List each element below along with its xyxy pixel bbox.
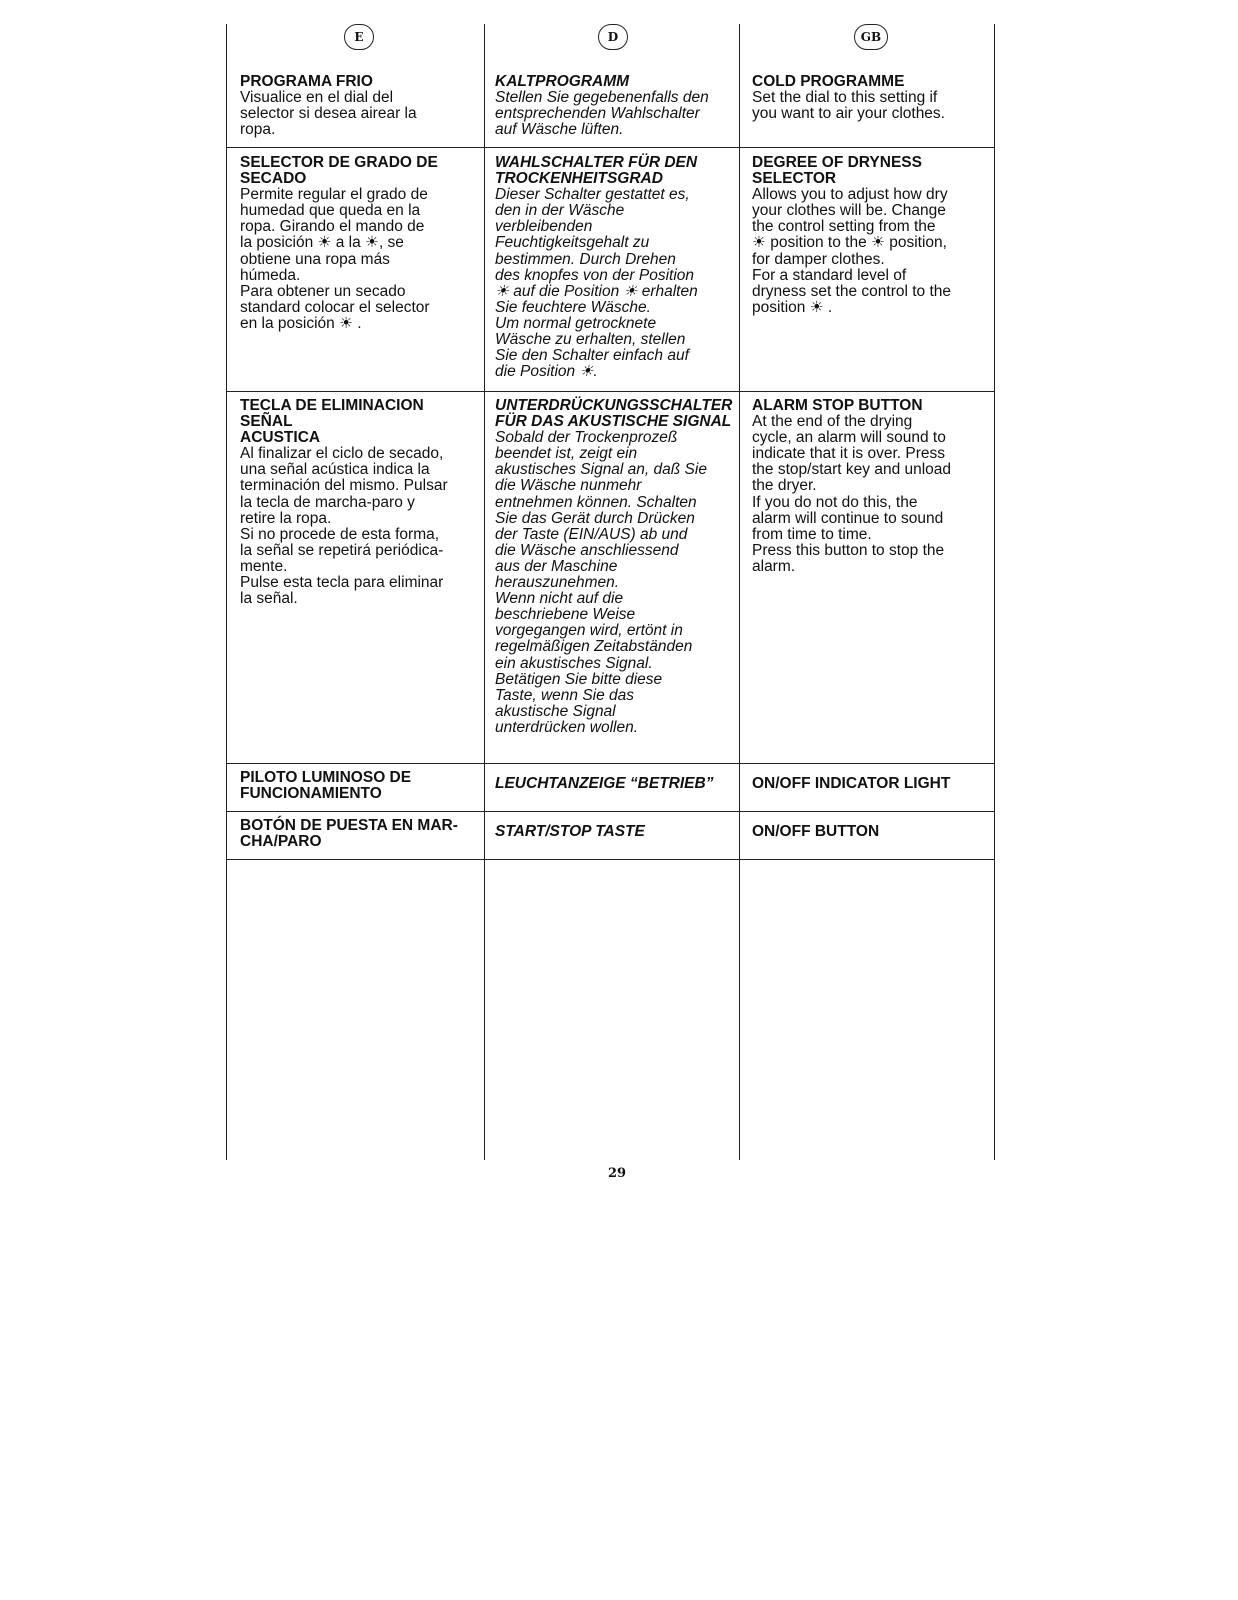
section-heading: PROGRAMA FRIO (240, 73, 373, 90)
section-heading: TECLA DE ELIMINACION SEÑAL ACUSTICA (240, 397, 424, 447)
section-text: At the end of the drying cycle, an alarm will sound to indicate that it is over. Press the stop/start key and unload the dryer. If you do not do this, the alarm will continue to sound from time to time. Press this button to stop the alarm. (752, 413, 952, 575)
section-heading: ALARM STOP BUTTON (752, 397, 923, 414)
section-text: Sobald der Trockenprozeß beendet ist, zeigt ein akustisches Signal an, daß Sie die Wäsche nunmehr entnehmen können. Schalten Sie das Gerät durch Drücken der Taste (EIN/AUS) ab und die Wäsche anschliessend aus der Maschine herauszunehmen. Wenn nicht auf die beschriebene Weise vorgegangen wird, ertönt in regelmäßigen Zeitabständen ein akustisches Signal. Betätigen Sie bitte diese Taste, wenn Sie das akustische Signal unterdrücken wollen. (495, 429, 707, 736)
cell-es-on-off-button (240, 818, 480, 850)
cell-de-dryness-selector (495, 155, 733, 380)
section-heading: PILOTO LUMINOSO DE FUNCIONAMIENTO (240, 769, 412, 803)
row-rule-3 (227, 763, 994, 764)
section-text: Set the dial to this setting if you want to air your clothes. (752, 89, 945, 123)
cell-gb-alarm-stop (752, 398, 992, 575)
row-rule-4 (227, 811, 994, 812)
cell-es-indicator-light (240, 770, 480, 802)
column-rule-left (226, 24, 227, 1160)
section-text: Visualice en el dial del selector si desea airear la ropa. (240, 89, 417, 139)
cell-gb-cold-programme (752, 74, 992, 122)
section-heading: SELECTOR DE GRADO DE SECADO (240, 154, 438, 188)
cell-es-cold-programme (240, 74, 480, 138)
section-heading: LEUCHTANZEIGE “BETRIEB” (495, 775, 714, 792)
cell-gb-on-off-button (752, 818, 992, 840)
cell-es-dryness-selector (240, 155, 480, 332)
section-heading: WAHLSCHALTER FÜR DEN TROCKENHEITSGRAD (495, 154, 698, 188)
section-text: Stellen Sie gegebenenfalls den entsprechenden Wahlschalter auf Wäsche lüften. (495, 89, 709, 139)
language-marker-german: D (598, 24, 628, 50)
column-rule-2 (739, 24, 740, 1160)
page-number: 29 (607, 1166, 627, 1181)
section-heading: KALTPROGRAMM (495, 73, 630, 90)
section-text: Al finalizar el ciclo de secado, una señal acústica indica la terminación del mismo. Pulsar la tecla de marcha-paro y retire la ropa. Si no procede de esta forma, la señal se repetirá periódica- mente. Pulse esta tecla para eliminar la señal. (240, 445, 448, 608)
cell-de-alarm-stop (495, 398, 733, 736)
column-rule-1 (484, 24, 485, 1160)
column-rule-right (994, 24, 995, 1160)
section-heading: UNTERDRÜCKUNGSSCHALTER FÜR DAS AKUSTISCHE SIGNAL (495, 397, 733, 431)
cell-gb-indicator-light (752, 770, 992, 792)
language-marker-english: GB (854, 24, 888, 50)
section-text: Allows you to adjust how dry your clothes will be. Change the control setting from the ☀ position to the ☀ position, for damper clothes. For a standard level of dryness set the control to the position ☀ . (752, 186, 952, 316)
row-rule-1 (227, 147, 994, 148)
section-heading: DEGREE OF DRYNESS SELECTOR (752, 154, 922, 188)
section-text: Permite regular el grado de humedad que queda en la ropa. Girando el mando de la posición ☀ a la ☀, se obtiene una ropa más húmeda. Para obtener un secado standard colocar el selector en la posición ☀ . (240, 186, 430, 332)
row-rule-5 (227, 859, 994, 860)
section-heading: COLD PROGRAMME (752, 73, 905, 90)
cell-de-cold-programme (495, 74, 733, 138)
cell-es-alarm-stop (240, 398, 480, 607)
section-heading: ON/OFF BUTTON (752, 823, 880, 840)
cell-de-indicator-light (495, 770, 733, 792)
section-heading: BOTÓN DE PUESTA EN MAR- CHA/PARO (240, 817, 458, 851)
language-marker-spanish: E (344, 24, 374, 50)
cell-de-on-off-button (495, 818, 733, 840)
section-heading: START/STOP TASTE (495, 823, 645, 840)
section-heading: ON/OFF INDICATOR LIGHT (752, 775, 951, 792)
section-text: Dieser Schalter gestattet es, den in der Wäsche verbleibenden Feuchtigkeitsgehalt zu bestimmen. Durch Drehen des knopfes von der Position ☀ auf die Position ☀ erhalten Sie feuchtere Wäsche. Um normal getrocknete Wäsche zu erhalten, stellen Sie den Schalter einfach auf die Position ☀. (495, 186, 698, 381)
cell-gb-dryness-selector (752, 155, 992, 316)
row-rule-2 (227, 391, 994, 392)
